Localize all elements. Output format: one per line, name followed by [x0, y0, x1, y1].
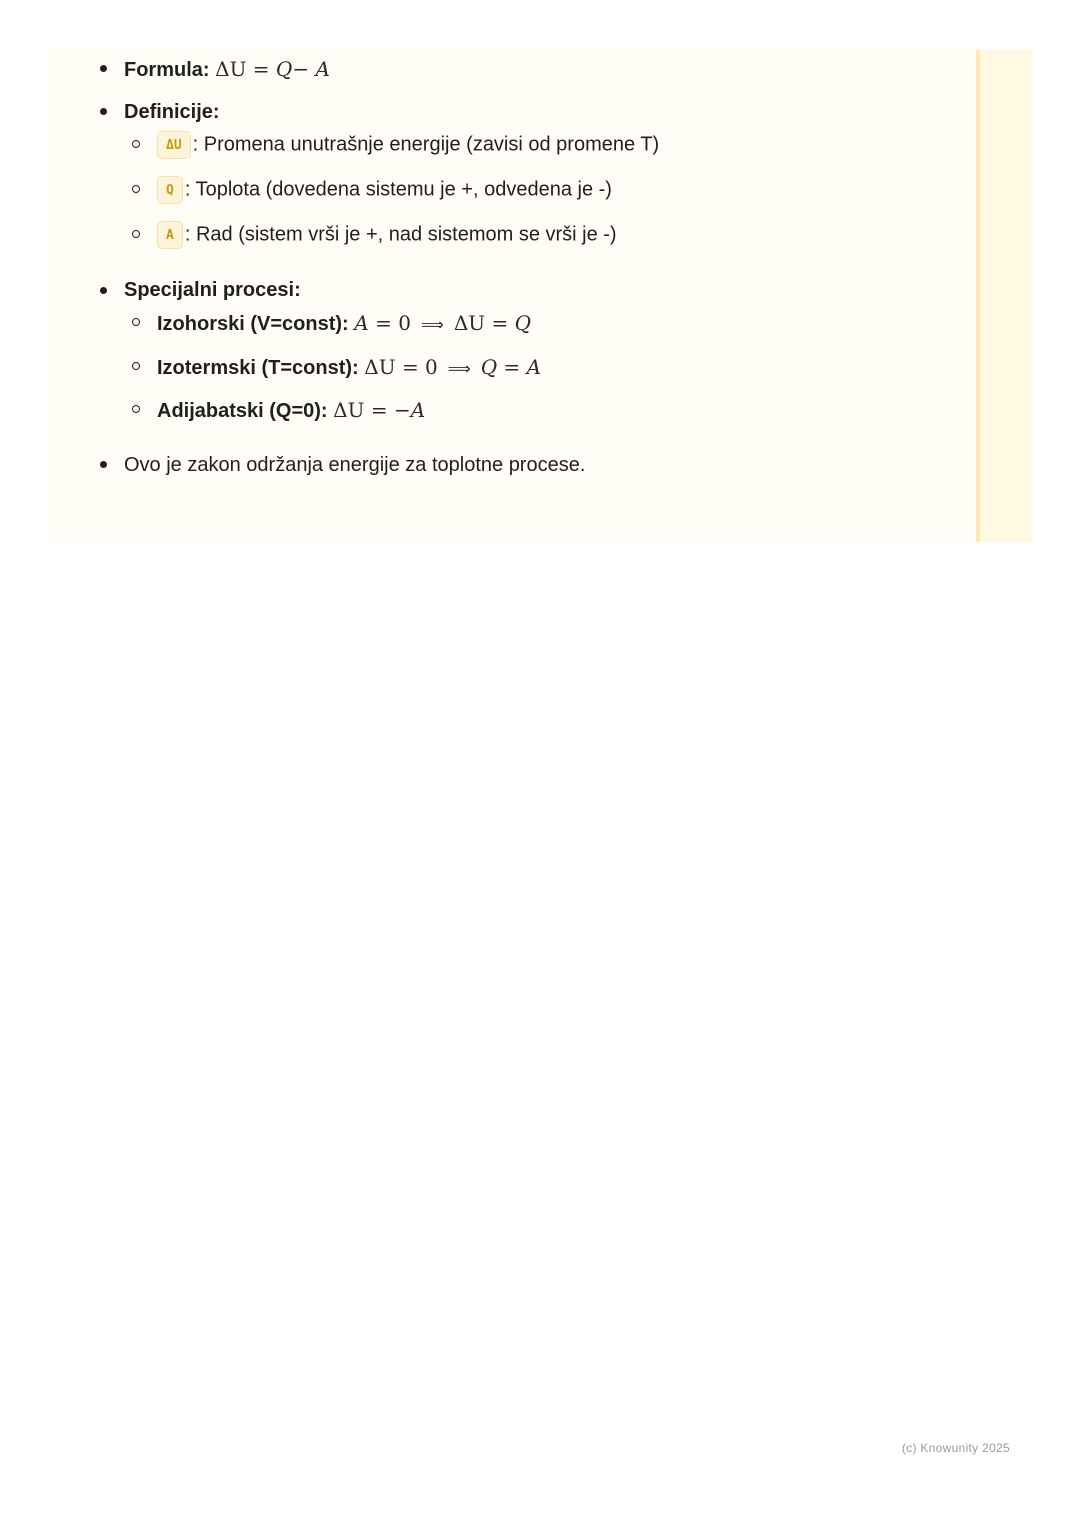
- bullet-formula: [100, 65, 107, 72]
- sub-bullet: [132, 405, 140, 413]
- process-isothermal: [157, 354, 541, 382]
- conclusion-text: Ovo je zakon održanja energije za toplotne procese.: [124, 454, 586, 476]
- process-adiabatic: [157, 397, 425, 424]
- definition-text: : Promena unutrašnje energije (zavisi od promene T): [192, 133, 660, 156]
- implies-arrow: ⟹: [447, 359, 471, 378]
- sub-bullet: [132, 140, 140, 148]
- definition-text: : Toplota (dovedena sistemu je +, odvedena je -): [184, 178, 612, 201]
- symbol-chip-delta-u: ΔU: [157, 131, 191, 159]
- processes-label: Specijalni procesi:: [124, 279, 301, 301]
- process-math: ΔU = 0 ⟹ Q = A: [364, 355, 542, 379]
- definition-item-q: [157, 176, 612, 204]
- formula-line: [124, 56, 330, 83]
- process-math: A = 0 ⟹ ΔU = Q: [354, 311, 532, 335]
- process-math: ΔU = −A: [333, 398, 426, 422]
- process-isochoric: [157, 310, 531, 338]
- process-label: Izotermski (T=const):: [157, 357, 359, 379]
- definitions-label: Definicije:: [124, 101, 220, 123]
- sub-bullet: [132, 362, 140, 370]
- symbol-chip-q: Q: [157, 176, 183, 204]
- process-label: Izohorski (V=const):: [157, 313, 349, 335]
- bullet-processes: [100, 287, 107, 294]
- sub-bullet: [132, 230, 140, 238]
- formula-label: Formula:: [124, 59, 210, 81]
- bullet-definitions: [100, 108, 107, 115]
- symbol-chip-a: A: [157, 221, 183, 249]
- definition-item-delta-u: [157, 131, 659, 159]
- formula-expression: ΔU = Q− A: [215, 57, 330, 81]
- implies-arrow: ⟹: [420, 315, 444, 334]
- card-accent-bar: [976, 50, 1032, 542]
- copyright-footer: (c) Knowunity 2025: [901, 1441, 1010, 1455]
- definition-text: : Rad (sistem vrši je +, nad sistemom se vrši je -): [184, 223, 617, 246]
- sub-bullet: [132, 318, 140, 326]
- sub-bullet: [132, 185, 140, 193]
- process-label: Adijabatski (Q=0):: [157, 400, 328, 422]
- bullet-conclusion: [100, 461, 107, 468]
- definition-item-a: [157, 221, 617, 249]
